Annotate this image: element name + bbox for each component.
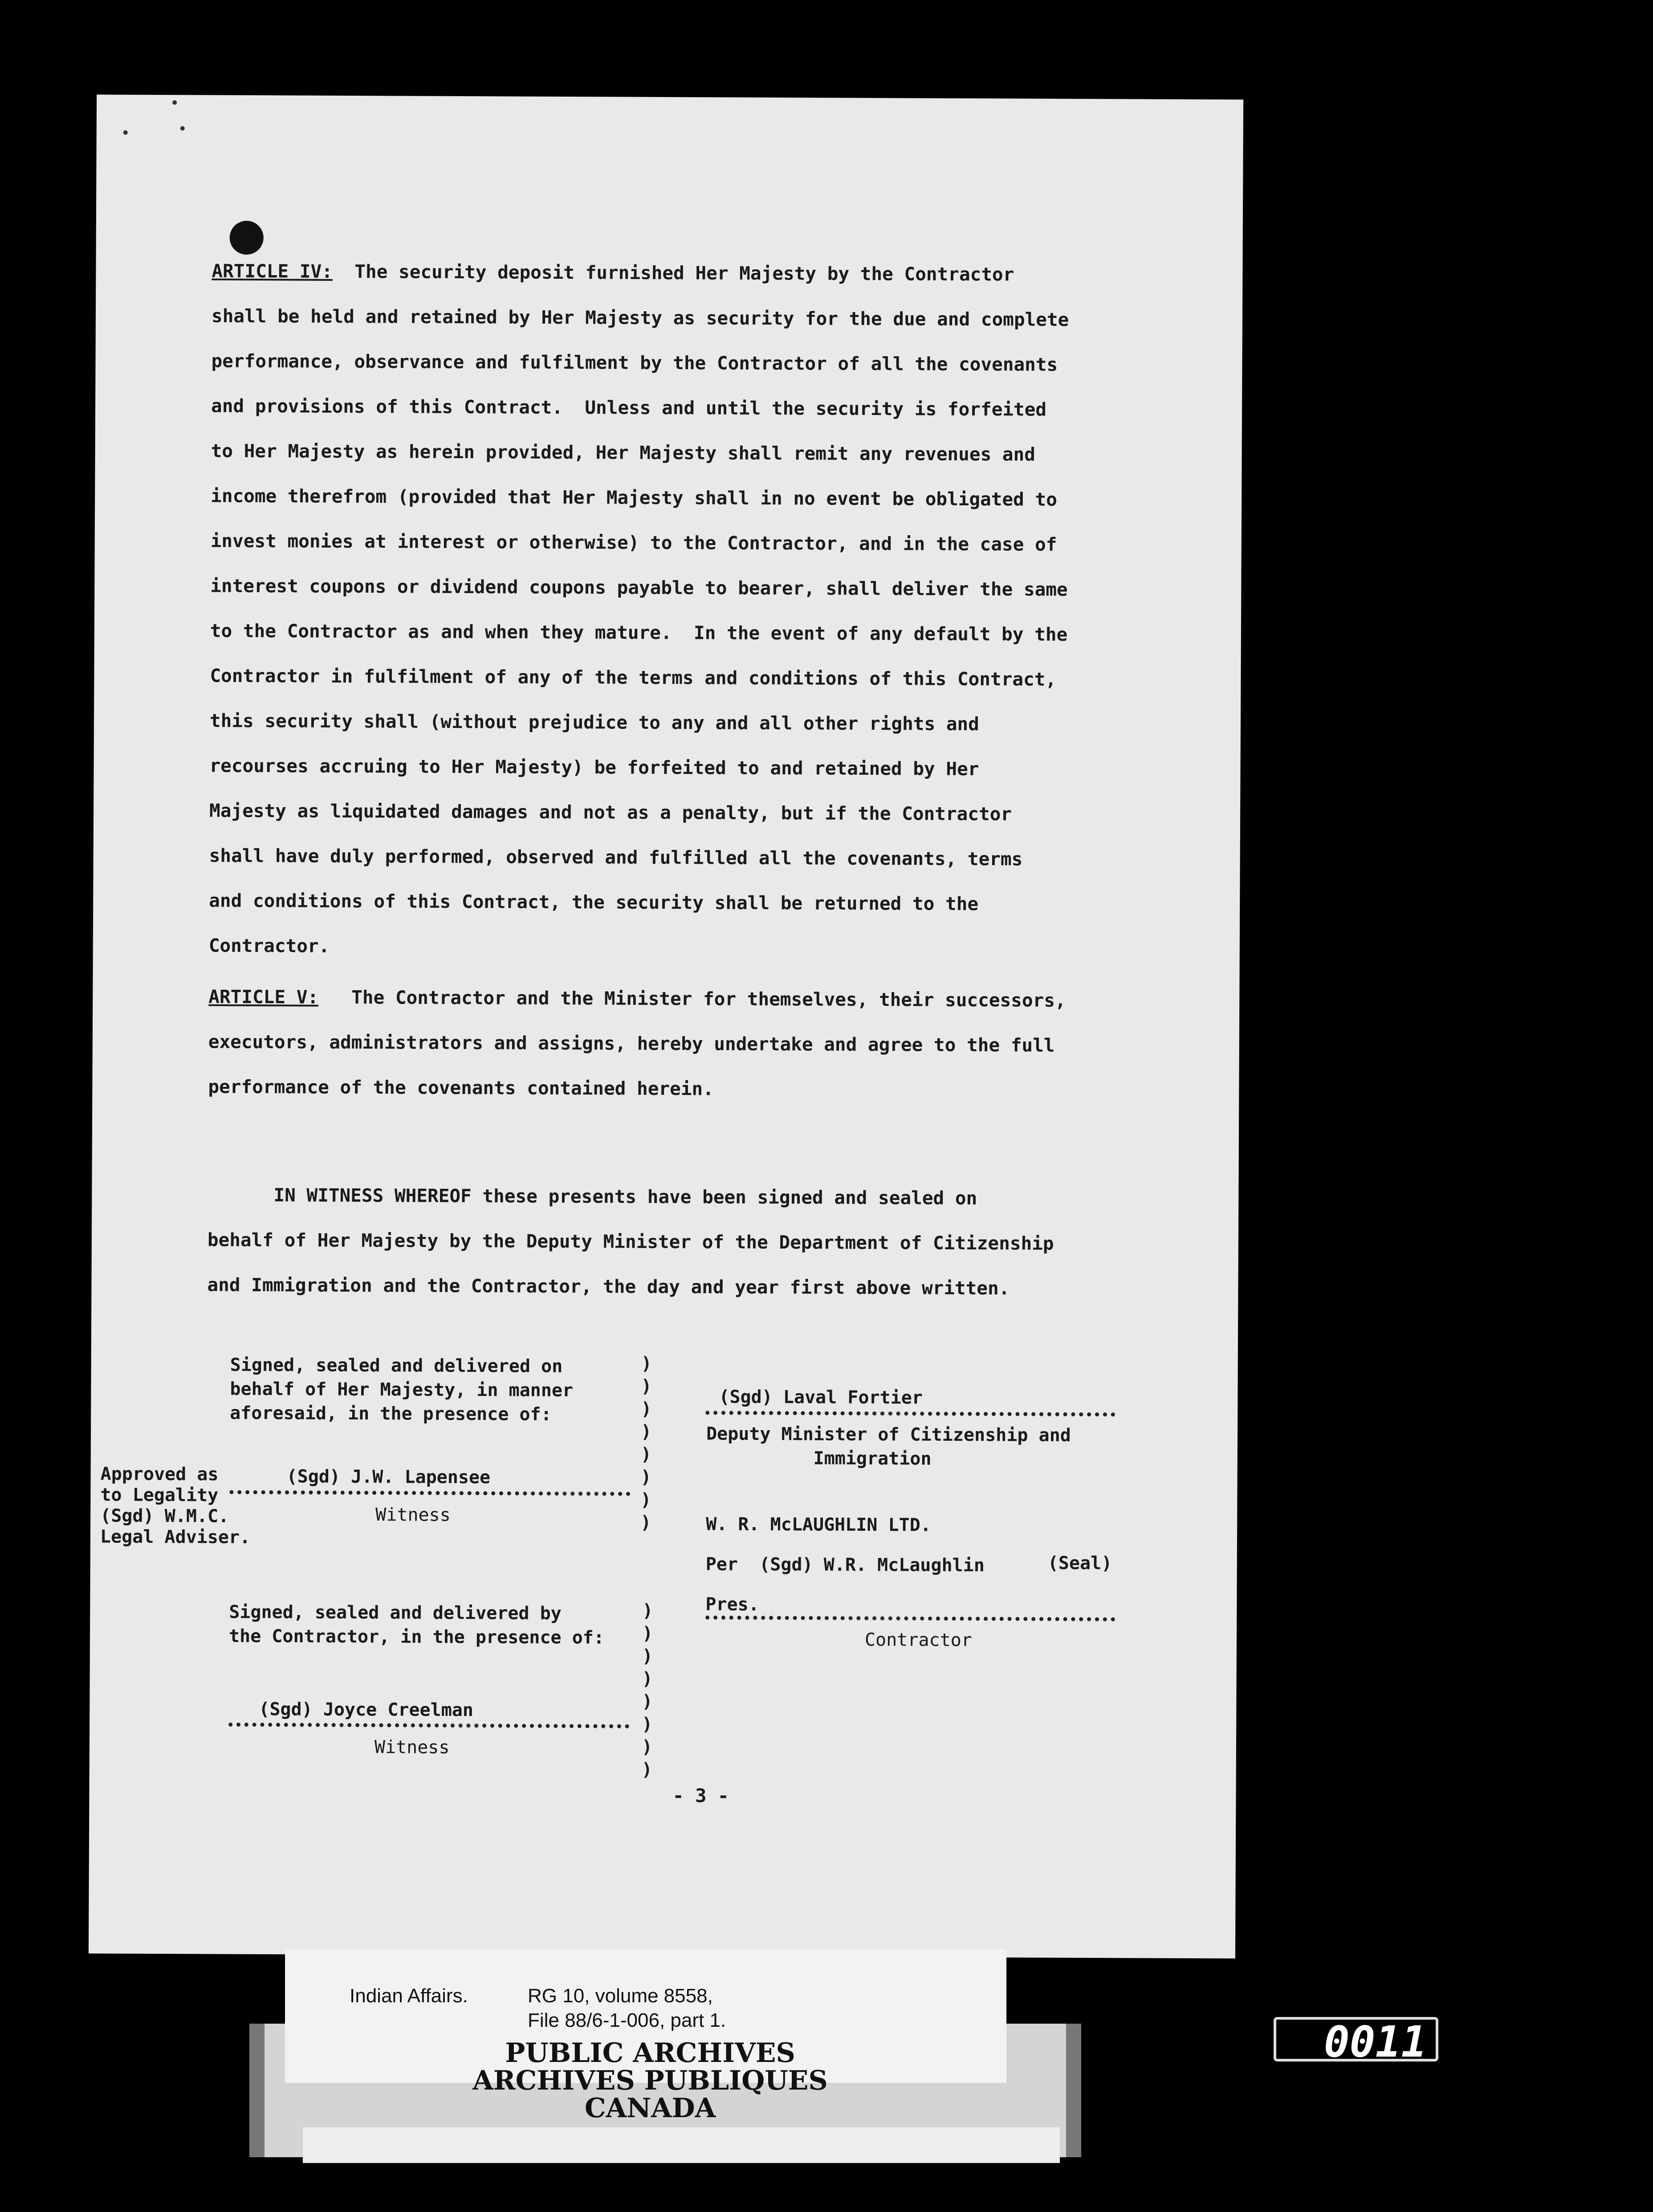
contractor-label: Contractor <box>864 1629 972 1651</box>
contractor-signing-block: Signed, sealed and delivered by the Contractor, in the presence of: <box>228 1602 604 1648</box>
text-line: ARTICLE IV: The security deposit furnished Her Majesty by the Contractor <box>212 260 1014 285</box>
contractor-signature-line <box>705 1615 1115 1621</box>
company-name: W. R. McLAUGHLIN LTD. <box>706 1514 931 1536</box>
president-title: Pres. <box>705 1594 759 1615</box>
text-line: Majesty as liquidated damages and not as a penalty, but if the Contractor <box>209 800 1012 825</box>
text-line: recourses accruing to Her Majesty) be forfeited to and retained by Her <box>209 755 979 780</box>
text-line: invest monies at interest or otherwise) to the Contractor, and in the case of <box>210 530 1057 555</box>
film-strip-edge <box>303 2127 1060 2163</box>
deputy-minister-title: Deputy Minister of Citizenship and Immigration <box>706 1423 1071 1469</box>
text-line: interest coupons or dividend coupons payable to bearer, shall deliver the same <box>210 575 1068 600</box>
document-page <box>89 94 1243 1958</box>
stamp-line-2: ARCHIVES PUBLIQUES <box>472 2065 828 2096</box>
text-line: shall be held and retained by Her Majesty as security for the due and complete <box>211 305 1069 330</box>
public-archives-stamp <box>249 2039 1051 2122</box>
speck <box>172 100 177 105</box>
text-line: and conditions of this Contract, the security shall be returned to the <box>209 890 979 915</box>
bracket-left-2: ) ) ) ) ) ) ) ) <box>641 1600 653 1780</box>
seal-mark: (Seal) <box>1047 1553 1112 1574</box>
text-line: to Her Majesty as herein provided, Her Majesty shall remit any revenues and <box>211 440 1036 465</box>
text-line: performance, observance and fulfilment by the Contractor of all the covenants <box>211 350 1058 375</box>
approved-as-to-legality: Approved as to Legality (Sgd) W.M.C. Legal Adviser. <box>100 1464 251 1548</box>
text-line: Contractor. <box>208 935 330 957</box>
text-line: performance of the covenants contained herein. <box>208 1076 714 1100</box>
text-line: to the Contractor as and when they mature. In the event of any default by the <box>210 620 1068 645</box>
contractor-signatory: Per (Sgd) W.R. McLaughlin <box>705 1554 985 1576</box>
stamp-line-3: CANADA <box>584 2093 716 2124</box>
deputy-minister-name: (Sgd) Laval Fortier <box>719 1387 923 1408</box>
text-line: IN WITNESS WHEREOF these presents have been signed and sealed on <box>208 1184 977 1209</box>
contractor-witness-line <box>228 1723 629 1728</box>
deputy-signature-line <box>705 1411 1115 1416</box>
crown-witness-name: (Sgd) J.W. Lapensee <box>286 1466 491 1488</box>
text-line: and provisions of this Contract. Unless and until the security is forfeited <box>211 395 1047 420</box>
article-5 <box>208 975 1066 1113</box>
text-line: and Immigration and the Contractor, the day and year first above written. <box>207 1274 1010 1299</box>
frame-counter: 0011 <box>1274 2017 1438 2062</box>
page-number: - 3 - <box>672 1785 729 1807</box>
archive-reference-line-2: File 88/6-1-006, part 1. <box>528 2009 726 2031</box>
crown-witness-line <box>229 1490 630 1496</box>
archive-department: Indian Affairs. <box>350 1985 468 2007</box>
text-line: Contractor in fulfilment of any of the terms and conditions of this Contract, <box>210 665 1057 690</box>
text-line: shall have duly performed, observed and fulfilled all the covenants, terms <box>209 845 1023 870</box>
article-heading: ARTICLE IV: <box>212 260 333 282</box>
crown-witness-label: Witness <box>375 1504 451 1525</box>
crown-signing-block: Signed, sealed and delivered on behalf of Her Majesty, in manner aforesaid, in the presence of: <box>230 1354 574 1425</box>
contractor-witness-label: Witness <box>374 1737 450 1758</box>
bracket-left-1: ) ) ) ) ) ) ) ) <box>640 1353 652 1533</box>
text-line: income therefrom (provided that Her Majesty shall in no event be obligated to <box>211 485 1057 510</box>
stamp-line-1: PUBLIC ARCHIVES <box>505 2037 795 2069</box>
text-line: ARTICLE V: The Contractor and the Minister for themselves, their successors, <box>208 986 1066 1011</box>
text-line: executors, administrators and assigns, hereby undertake and agree to the full <box>208 1031 1055 1056</box>
text-line: behalf of Her Majesty by the Deputy Minister of the Department of Citizenship <box>207 1229 1054 1254</box>
text-line: this security shall (without prejudice to any and all other rights and <box>209 710 979 735</box>
in-witness-clause <box>207 1173 1054 1311</box>
archive-reference-line-1: RG 10, volume 8558, <box>528 1985 713 2007</box>
article-heading: ARTICLE V: <box>208 986 319 1008</box>
article-4 <box>209 249 1069 972</box>
speck <box>123 130 128 135</box>
speck <box>180 126 185 130</box>
contractor-witness-name: (Sgd) Joyce Creelman <box>259 1699 474 1721</box>
